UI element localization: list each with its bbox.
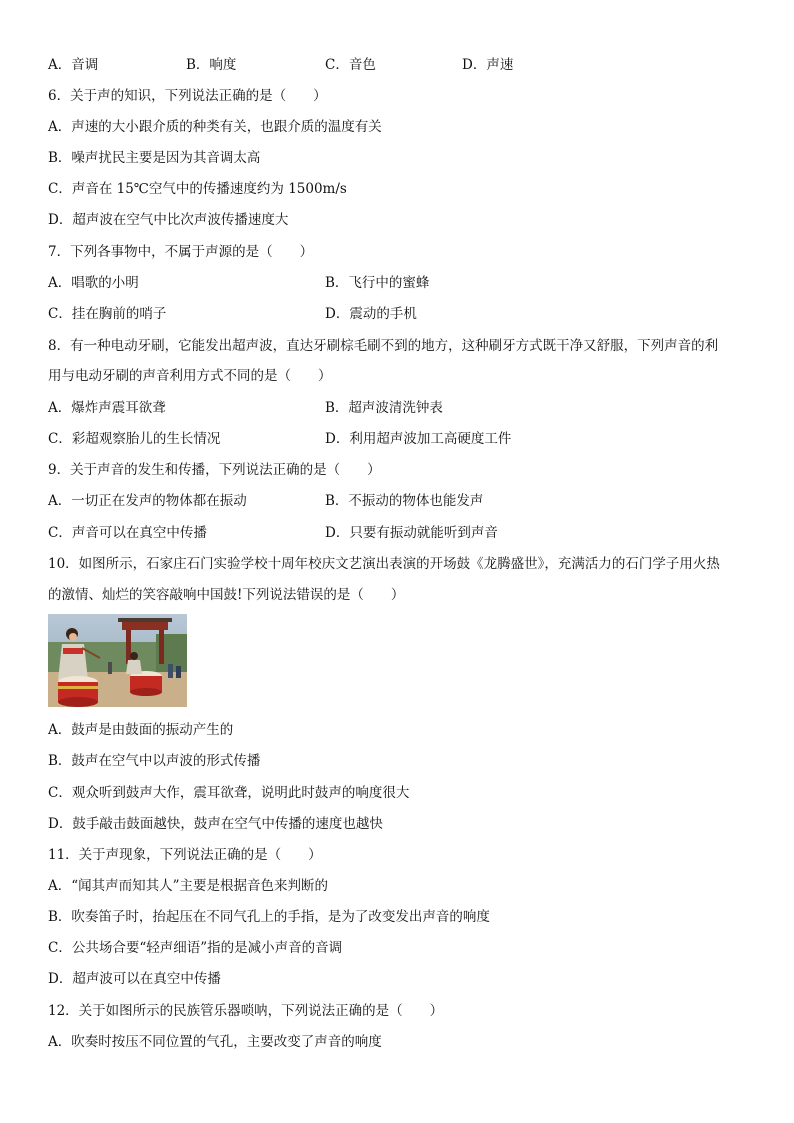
q11-option-a: A．“闻其声而知其人”主要是根据音色来判断的 xyxy=(48,878,329,894)
q6-option-a: A．声速的大小跟介质的种类有关，也跟介质的温度有关 xyxy=(48,119,382,135)
q7-option-a: A．唱歌的小明 xyxy=(48,275,139,291)
q8-stem-line1: 8．有一种电动牙刷，它能发出超声波，直达牙刷棕毛刷不到的地方，这种刷牙方式既干净又舒服，下列声音的利 xyxy=(48,338,719,354)
q9-option-d: D．只要有振动就能听到声音 xyxy=(325,525,498,541)
q6-option-c: C．声音在 15℃空气中的传播速度约为 1500m/s xyxy=(48,181,347,197)
drum-performance-illustration xyxy=(48,614,187,707)
q8-option-a: A．爆炸声震耳欲聋 xyxy=(48,400,166,416)
q5-option-a: A．音调 xyxy=(48,57,99,73)
q11-option-b: B．吹奏笛子时，抬起压在不同气孔上的手指，是为了改变发出声音的响度 xyxy=(48,909,490,925)
q11-option-d: D．超声波可以在真空中传播 xyxy=(48,971,221,987)
q10-option-a: A．鼓声是由鼓面的振动产生的 xyxy=(48,722,234,738)
q10-stem-line1: 10．如图所示，石家庄石门实验学校十周年校庆文艺演出表演的开场鼓《龙腾盛世》，充满活力的石门学子用火热 xyxy=(48,556,720,572)
q8-option-c: C．彩超观察胎儿的生长情况 xyxy=(48,431,221,447)
q10-option-c: C．观众听到鼓声大作，震耳欲聋，说明此时鼓声的响度很大 xyxy=(48,785,410,801)
q6-option-d: D．超声波在空气中比次声波传播速度大 xyxy=(48,212,289,228)
q5-option-d: D．声速 xyxy=(462,57,514,73)
q9-option-c: C．声音可以在真空中传播 xyxy=(48,525,207,541)
q7-option-c: C．挂在胸前的哨子 xyxy=(48,306,167,322)
q9-stem: 9．关于声音的发生和传播，下列说法正确的是（ ） xyxy=(48,462,381,478)
q10-stem-line2: 的激情、灿烂的笑容敲响中国鼓!下列说法错误的是（ ） xyxy=(48,587,405,603)
drum-performance-photo xyxy=(48,614,187,707)
q8-option-b: B．超声波清洗钟表 xyxy=(325,400,443,416)
q7-option-d: D．震动的手机 xyxy=(325,306,417,322)
q10-option-d: D．鼓手敲击鼓面越快，鼓声在空气中传播的速度也越快 xyxy=(48,816,383,832)
q9-option-b: B．不振动的物体也能发声 xyxy=(325,493,484,509)
q5-option-c: C．音色 xyxy=(325,57,376,73)
q12-option-a: A．吹奏时按压不同位置的气孔，主要改变了声音的响度 xyxy=(48,1034,382,1050)
q7-option-b: B．飞行中的蜜蜂 xyxy=(325,275,430,291)
q7-stem: 7．下列各事物中，不属于声源的是（ ） xyxy=(48,244,314,260)
q10-option-b: B．鼓声在空气中以声波的形式传播 xyxy=(48,753,261,769)
q11-stem: 11．关于声现象，下列说法正确的是（ ） xyxy=(48,847,322,863)
q6-stem: 6．关于声的知识，下列说法正确的是（ ） xyxy=(48,88,327,104)
q11-option-c: C．公共场合要“轻声细语”指的是减小声音的音调 xyxy=(48,940,343,956)
q8-option-d: D．利用超声波加工高硬度工件 xyxy=(325,431,512,447)
q9-option-a: A．一切正在发声的物体都在振动 xyxy=(48,493,247,509)
q6-option-b: B．噪声扰民主要是因为其音调太高 xyxy=(48,150,261,166)
q5-option-b: B．响度 xyxy=(186,57,237,73)
q8-stem-line2: 用与电动牙刷的声音利用方式不同的是（ ） xyxy=(48,368,332,384)
q12-stem: 12．关于如图所示的民族管乐器唢呐，下列说法正确的是（ ） xyxy=(48,1003,444,1019)
